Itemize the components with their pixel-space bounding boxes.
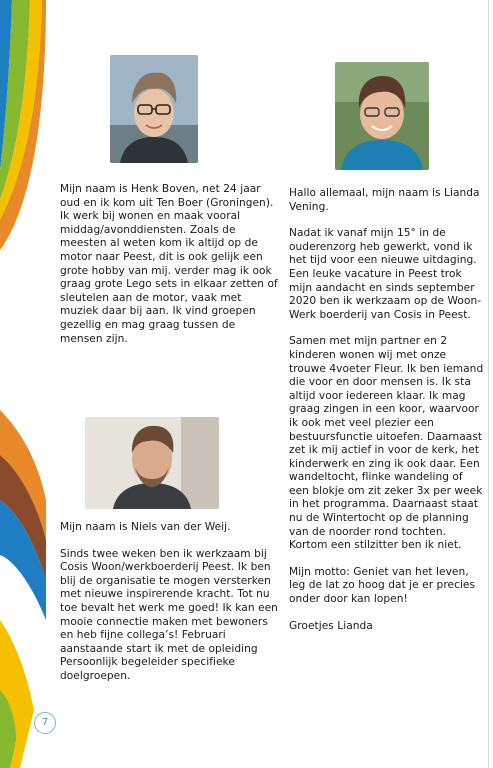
decorative-stripes xyxy=(0,0,50,768)
niels-intro: Mijn naam is Niels van der Weij. xyxy=(60,521,231,533)
lianda-motto: Mijn motto: Geniet van het leven, leg de lat zo hoog dat je er precies onder door kan lopen! xyxy=(289,565,476,606)
henk-text xyxy=(60,183,278,346)
henk-paragraph: Mijn naam is Henk Boven, net 24 jaar oud en ik kom uit Ten Boer (Groningen). Ik werk bij wonen en maak vooral middag/avonddiensten. Zoals de meesten al weten kom ik altijd op de motor naar Peest, dit is ook gelijk een grote hobby van mij. verder mag ik ook graag grote Lego sets in elkaar zetten of sleutelen aan de motor, vaak met muziek daar bij aan. Ik vind groepen gezellig en mag graag tussen de mensen zijn. xyxy=(60,183,278,345)
page-number-badge: 7 xyxy=(34,712,56,734)
page-edge xyxy=(488,0,489,768)
lianda-p2: Samen met mijn partner en 2 kinderen wonen wij met onze trouwe 4voeter Fleur. Ik ben iemand die voor en door mensen is. Ik sta altijd voor iedereen klaar. Ik mag graag zingen in een koor, waarvoor ik ook met veel plezier een bestuursfunctie uitoefen. Daarnaast zet ik mij actief in voor de kerk, het kinderwerk en zing ik ook daar. Een wandeltocht, flinke wandeling of een blokje om zit zeker 3x per week in het programma. Daarnaast staat nu de Wintertocht op de planning van de noorder rond tochten. Kortom een stilzitter ben ik niet. xyxy=(289,335,484,552)
lianda-greeting: Hallo allemaal, mijn naam is Lianda Vening. xyxy=(289,187,480,213)
lianda-text xyxy=(289,187,485,633)
niels-text xyxy=(60,521,278,684)
lianda-closing: Groetjes Lianda xyxy=(289,619,373,632)
niels-paragraph: Sinds twee weken ben ik werkzaam bij Cosis Woon/werkboerderij Peest. Ik ben blij de organisatie te mogen versterken met nieuwe inspirerende kracht. Tot nu toe bevalt het werk me goed! Ik kan een mooie connectie maken met bewoners en heb fijne collega’s! Februari aanstaande start ik met de opleiding Persoonlijk begeleider specifieke doelgroepen. xyxy=(60,547,278,682)
photo-niels xyxy=(85,417,219,509)
photo-lianda xyxy=(335,62,429,170)
photo-henk xyxy=(110,55,198,163)
lianda-p1b: Een leuke vacature in Peest trok mijn aandacht en sinds september 2020 ben ik werkzaam op de Woon-Werk boerderij van Cosis in Peest. xyxy=(289,267,482,321)
lianda-p1: Nadat ik vanaf mijn 15° in de ouderenzorg heb gewerkt, vond ik het tijd voor een nieuwe uitdaging. xyxy=(289,227,477,267)
